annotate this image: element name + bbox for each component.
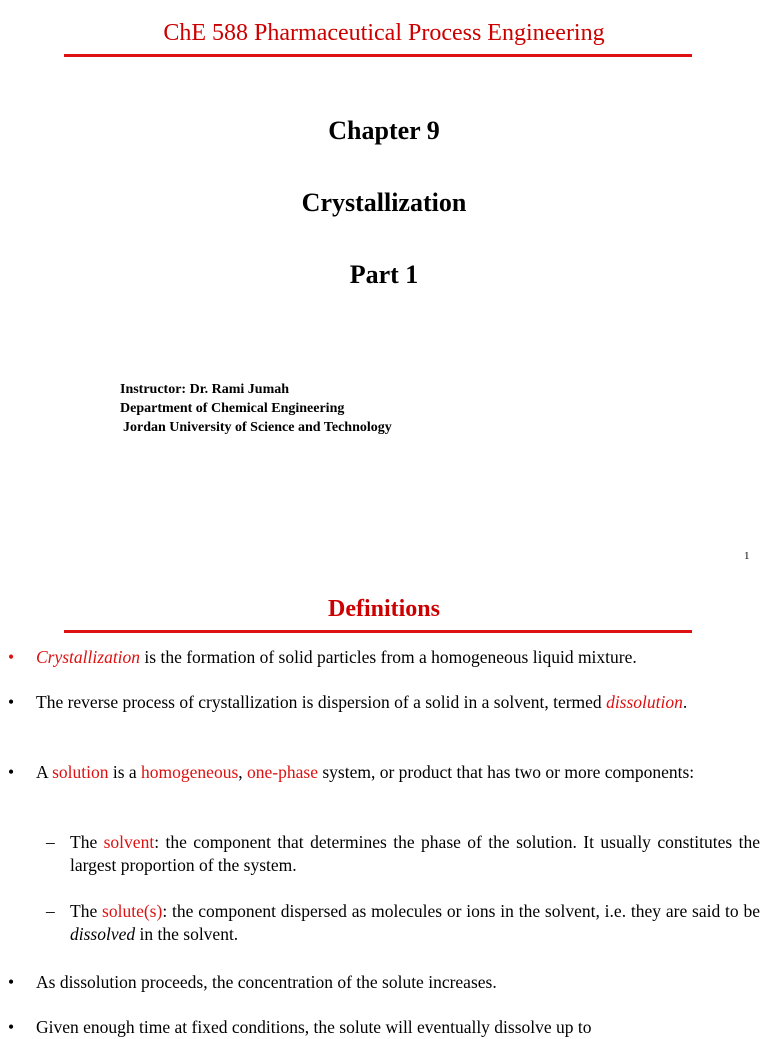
- university-name: Jordan University of Science and Technology: [123, 420, 392, 435]
- sub-bullet-text: The: [70, 901, 103, 921]
- bullet-text: is the formation of solid particles from a homogeneous liquid mixture.: [140, 647, 637, 667]
- definitions-slide: [0, 578, 768, 1037]
- bullet-text: Given enough time at fixed conditions, the solute will eventually dissolve up to: [36, 1017, 592, 1037]
- sub-bullet-text: : the component that determines the phase of the solution. It usually constitutes the largest proportion of the system.: [70, 832, 760, 875]
- bullet-dissolution-proceeds: [8, 971, 760, 994]
- sub-bullet-text: : the component dispersed as molecules or ions in the solvent, i.e. they are said to be: [162, 901, 760, 921]
- section-underline: [64, 630, 692, 634]
- sub-bullet-solute: [46, 900, 760, 946]
- bullet-text: ,: [238, 762, 248, 782]
- topic-heading: Crystallization: [301, 188, 467, 217]
- instructor-block: [120, 380, 392, 437]
- page-number: 1: [744, 550, 750, 562]
- bullet-text: The reverse process of crystallization is dispersion of a solid in a solvent, termed: [36, 692, 607, 712]
- bullet-text: A: [36, 762, 53, 782]
- instructor-name: Instructor: Dr. Rami Jumah: [120, 382, 290, 397]
- bullet-mark: •: [8, 647, 15, 667]
- course-title: ChE 588 Pharmaceutical Process Engineering: [163, 20, 605, 46]
- dash-mark: –: [46, 832, 55, 852]
- sub-bullet-text: The: [70, 832, 104, 852]
- bullet-mark: •: [8, 762, 15, 782]
- term-homogeneous: homogeneous: [141, 762, 239, 782]
- bullet-text: is a: [108, 762, 142, 782]
- bullet-crystallization: [8, 646, 760, 669]
- bullet-text: system, or product that has two or more components:: [317, 762, 695, 782]
- bullet-given-time: [8, 1016, 760, 1039]
- term-dissolution: dissolution: [606, 692, 683, 712]
- term-dissolved: dissolved: [70, 924, 136, 944]
- dash-mark: –: [46, 901, 55, 921]
- sub-bullet-solvent: [46, 831, 760, 877]
- bullet-mark: •: [8, 972, 15, 992]
- term-one-phase: one-phase: [247, 762, 318, 782]
- bullet-mark: •: [8, 1017, 15, 1037]
- bullet-solution: [8, 761, 760, 784]
- chapter-heading: Chapter 9: [328, 116, 440, 145]
- term-solvent: solvent: [103, 832, 155, 852]
- section-title: Definitions: [327, 596, 440, 622]
- part-heading: Part 1: [349, 260, 419, 289]
- department-name: Department of Chemical Engineering: [120, 401, 345, 416]
- bullet-dissolution: [8, 691, 760, 714]
- term-solution: solution: [52, 762, 109, 782]
- title-underline: [64, 54, 692, 58]
- bullet-text: As dissolution proceeds, the concentration of the solute increases.: [36, 972, 497, 992]
- term-solute: solute(s): [102, 901, 163, 921]
- term-crystallization: Crystallization: [36, 647, 141, 667]
- bullet-text-end: .: [682, 692, 688, 712]
- sub-bullet-text-end: in the solvent.: [135, 924, 239, 944]
- bullet-mark: •: [8, 692, 15, 712]
